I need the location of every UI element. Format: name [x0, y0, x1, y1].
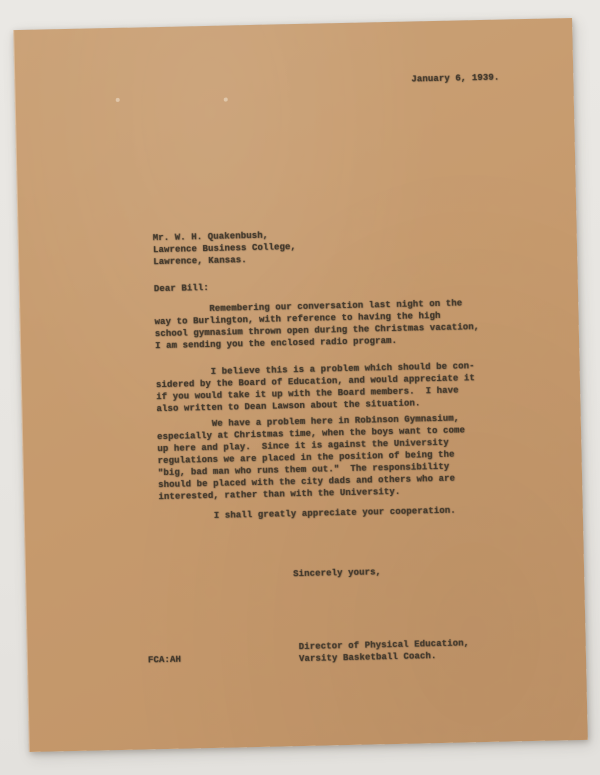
- letter-paper: [13, 18, 588, 752]
- letter-date: January 6, 1939.: [411, 72, 500, 85]
- paragraph-4: I shall greatly appreciate your cooperation.: [158, 505, 456, 523]
- signature-block: Director of Physical Education, Varsity Basketball Coach.: [298, 638, 470, 665]
- closing: Sincerely yours,: [293, 567, 382, 580]
- paragraph-2: I believe this is a problem which should be con- sidered by the Board of Education, and would appreciate it if you would take it up with the Board members. I have also written to Dean Lawson about the situation.: [155, 361, 476, 415]
- paper-speck: [116, 98, 120, 102]
- recipient-address: Mr. W. H. Quakenbush, Lawrence Business College, Lawrence, Kansas.: [152, 230, 297, 268]
- paper-speck: [224, 98, 228, 102]
- salutation: Dear Bill:: [153, 282, 209, 295]
- typist-initials: FCA:AH: [147, 654, 182, 666]
- paragraph-3: We have a problem here in Robinson Gymnasium, especially at Christmas time, when the boys want to come up here and play. Since it is against the University regulations we are placed in the position of being the "big, bad man who runs them out." The responsibility should be placed with the city dads and others who are interested, rather than with the University.: [156, 413, 466, 503]
- paragraph-1: Remembering our conversation last night on the way to Burlington, with reference to having the high school gymnasium thrown open during the Christmas vacation, I am sending you the enclosed radio program.: [154, 298, 480, 352]
